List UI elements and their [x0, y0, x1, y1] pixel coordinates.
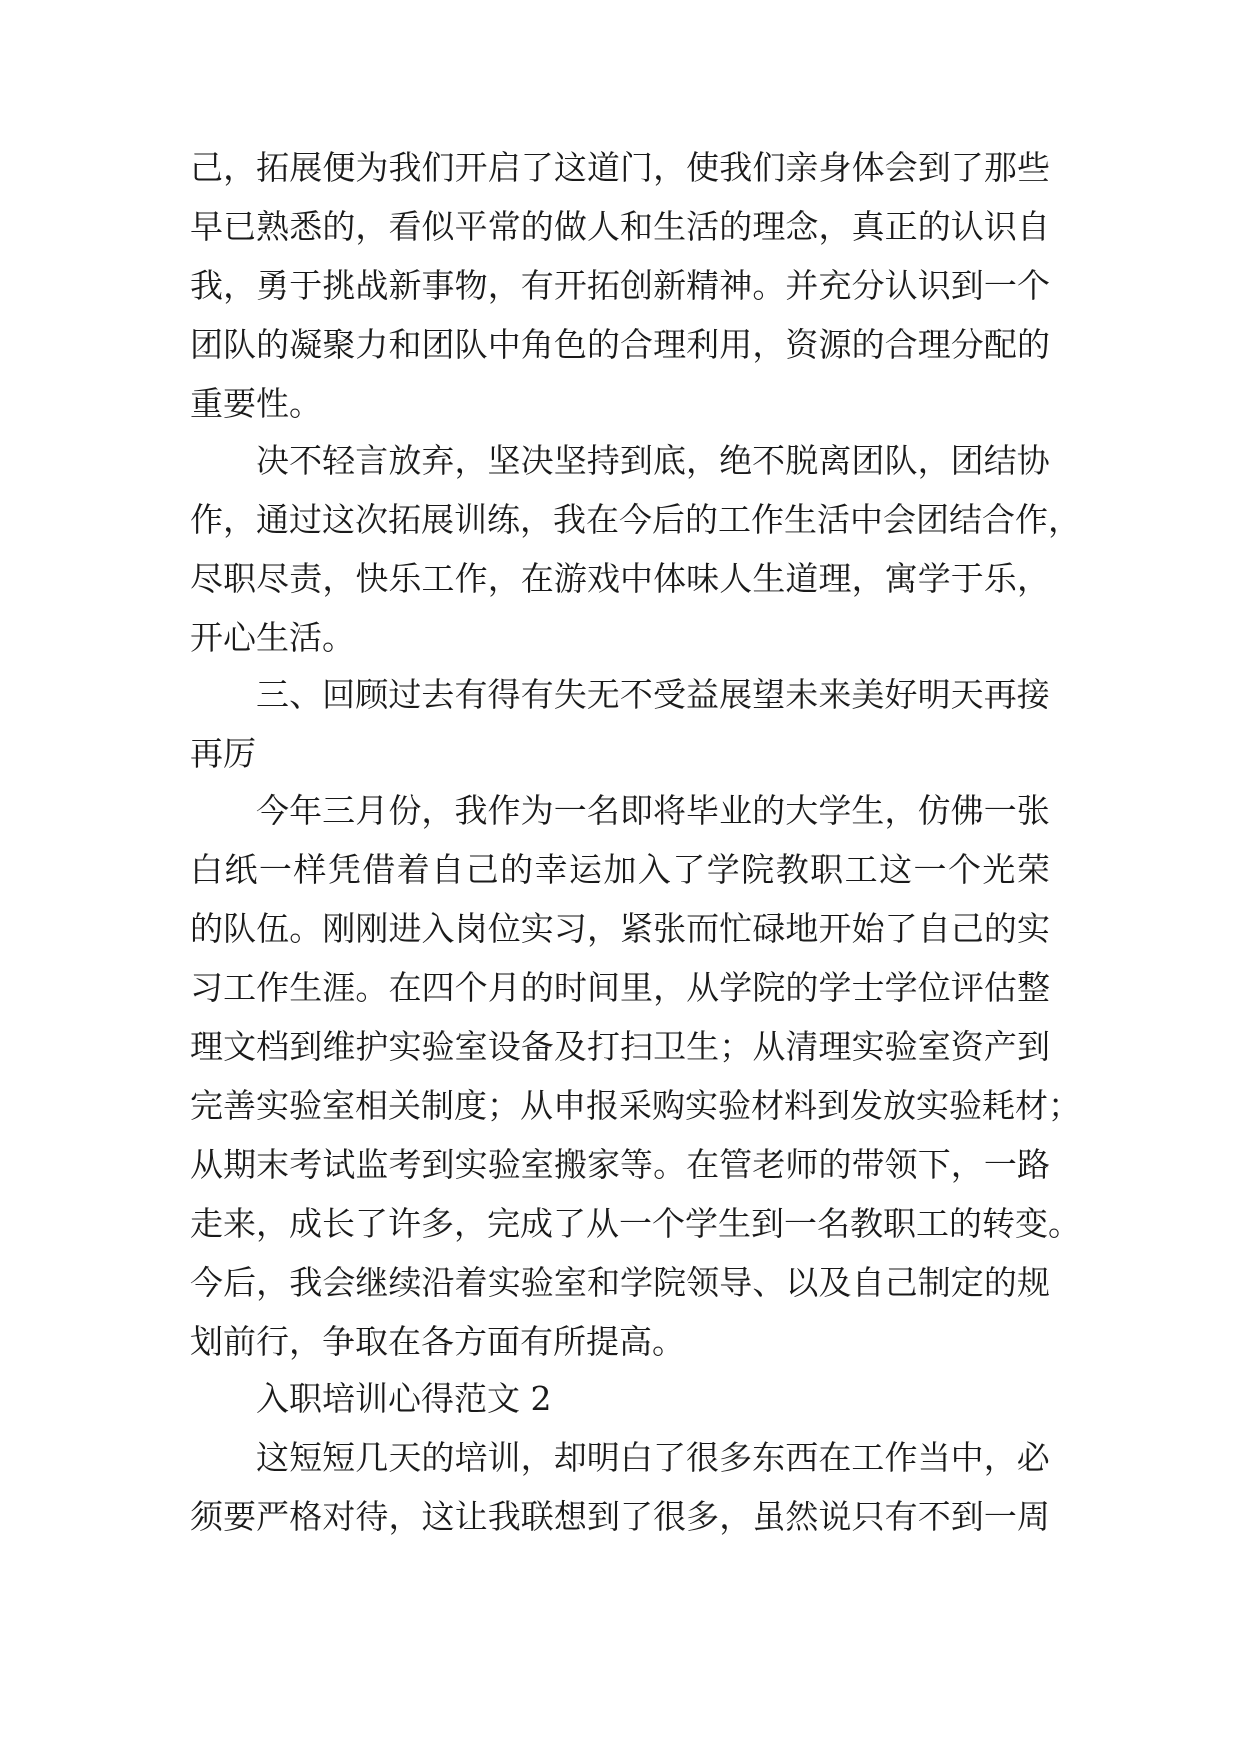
paragraph-first-line: 决 不 轻 言 放 弃 ， 坚 决 坚 持 到 底 ， 绝 不 脱 离 团 队 ， 团 结 协: [256, 441, 1050, 480]
paragraph-first-line: 这 短 短 几 天 的 培 训 ， 却 明 白 了 很 多 东 西 在 工 作 当 中 ， 必: [256, 1438, 1050, 1477]
body-line: 习 工 作 生 涯 。 在 四 个 月 的 时 间 里 ， 从 学 院 的 学 士 学 位 评 估 整: [190, 968, 1050, 1007]
article-title: 入职培训心得范文 2: [256, 1379, 552, 1418]
body-line: 划前行，争取在各方面有所提高。: [190, 1322, 685, 1361]
body-line: 团 队 的 凝 聚 力 和 团 队 中 角 色 的 合 理 利 用 ， 资 源 的 合 理 分 配 的: [190, 325, 1050, 364]
body-line: 完 善 实 验 室 相 关 制 度 ； 从 申 报 采 购 实 验 材 料 到 发 放 实 验 耗 材 ；: [190, 1086, 1081, 1125]
paragraph-first-line: 今 年 三 月 份 ， 我 作 为 一 名 即 将 毕 业 的 大 学 生 ， 仿 佛 一 张: [256, 791, 1050, 830]
body-line: 走 来 ， 成 长 了 许 多 ， 完 成 了 从 一 个 学 生 到 一 名 教 职 工 的 转 变 。: [190, 1204, 1081, 1243]
body-line: 开心生活。: [190, 618, 355, 657]
body-line: 早 已 熟 悉 的 ， 看 似 平 常 的 做 人 和 生 活 的 理 念 ， 真 正 的 认 识 自: [190, 207, 1050, 246]
section-heading: 三 、 回 顾 过 去 有 得 有 失 无 不 受 益 展 望 未 来 美 好 明 天 再 接: [256, 675, 1050, 714]
section-heading-continuation: 再厉: [190, 734, 256, 773]
body-line: 今 后 ， 我 会 继 续 沿 着 实 验 室 和 学 院 领 导 、 以 及 自 己 制 定 的 规: [190, 1263, 1050, 1302]
body-line: 从 期 末 考 试 监 考 到 实 验 室 搬 家 等 。 在 管 老 师 的 带 领 下 ， 一 路: [190, 1145, 1050, 1184]
body-line: 我 ， 勇 于 挑 战 新 事 物 ， 有 开 拓 创 新 精 神 。 并 充 分 认 识 到 一 个: [190, 266, 1050, 305]
body-line: 白 纸 一 样 凭 借 着 自 己 的 幸 运 加 入 了 学 院 教 职 工 这 一 个 光 荣: [190, 850, 1050, 889]
body-line: 须 要 严 格 对 待 ， 这 让 我 联 想 到 了 很 多 ， 虽 然 说 只 有 不 到 一 周: [190, 1497, 1050, 1536]
body-line: 己 ， 拓 展 便 为 我 们 开 启 了 这 道 门 ， 使 我 们 亲 身 体 会 到 了 那 些: [190, 148, 1050, 187]
body-line: 作 ， 通 过 这 次 拓 展 训 练 ， 我 在 今 后 的 工 作 生 活 中 会 团 结 合 作 ，: [190, 500, 1081, 539]
body-line: 的 队 伍 。 刚 刚 进 入 岗 位 实 习 ， 紧 张 而 忙 碌 地 开 始 了 自 己 的 实: [190, 909, 1050, 948]
body-line: 重要性。: [190, 384, 322, 423]
body-line: 尽 职 尽 责 ， 快 乐 工 作 ， 在 游 戏 中 体 味 人 生 道 理 ， 寓 学 于 乐 ，: [190, 559, 1050, 598]
body-line: 理 文 档 到 维 护 实 验 室 设 备 及 打 扫 卫 生 ； 从 清 理 实 验 室 资 产 到: [190, 1027, 1050, 1066]
